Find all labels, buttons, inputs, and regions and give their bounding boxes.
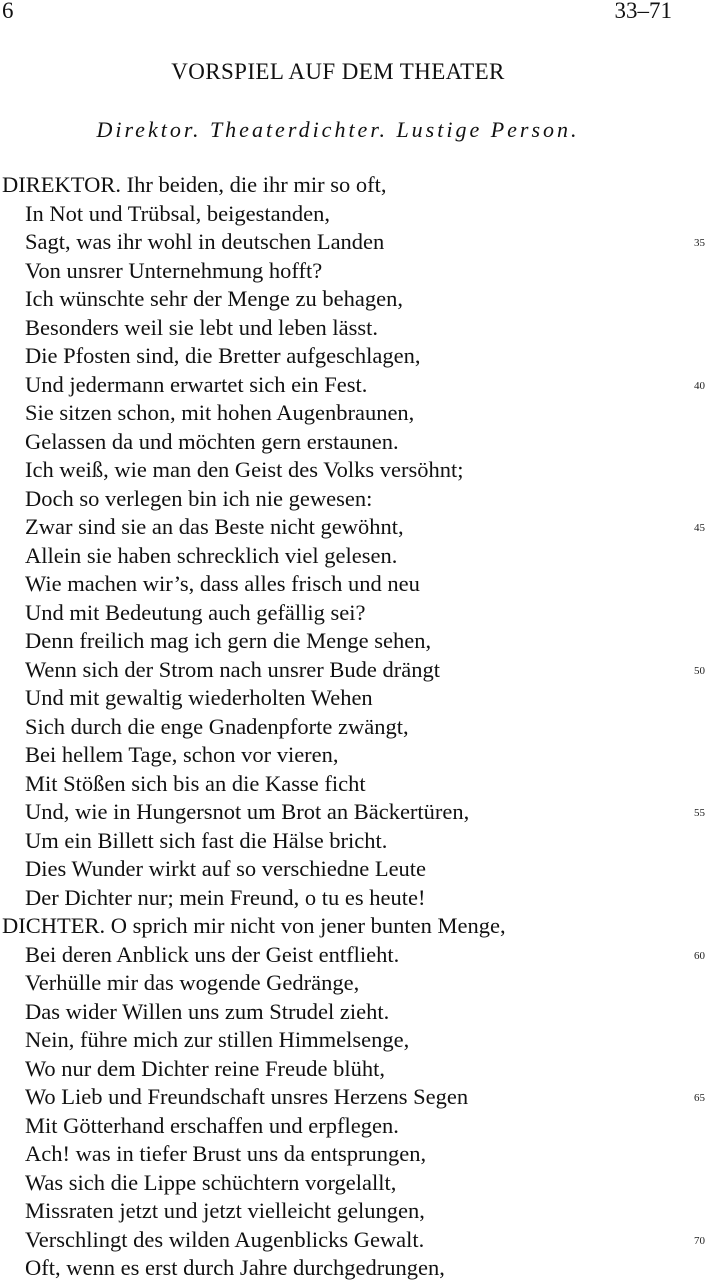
line-range: 33–71 [614,0,672,23]
line-number: 55 [694,807,705,819]
verse-text: DIREKTOR. Ihr beiden, die ihr mir so oft, [2,172,387,197]
verse-text: Bei hellem Tage, schon vor vieren, [25,742,339,767]
verse-line [0,1140,705,1169]
line-number: 70 [694,1234,705,1247]
verse-line [0,1055,705,1084]
verse-text: Bei deren Anblick uns der Geist entflieht. [25,941,400,967]
verse-text: Verhülle mir das wogende Gedränge, [25,970,360,995]
verse-text: Und mit gewaltig wiederholten Wehen [25,685,373,710]
verse-line [0,1026,705,1055]
verse-text: Ich weiß, wie man den Geist des Volks versöhnt; [25,457,464,482]
verse-line [0,399,705,428]
verse-line [0,884,705,913]
verse-line [0,171,705,200]
verse-line [0,228,705,257]
line-number: 50 [694,664,705,677]
verse-line [0,1169,705,1198]
verse-line [0,428,705,457]
verse-line [0,513,705,542]
verse-line [0,969,705,998]
verse-line [0,314,705,343]
verse-text: Wo nur dem Dichter reine Freude blüht, [25,1055,385,1081]
verse-line [0,855,705,884]
verse-text: Missraten jetzt und jetzt vielleicht gelungen, [25,1198,425,1223]
verse-text: Mit Götterhand erschaffen und erpflegen. [25,1112,399,1138]
scene-title: VORSPIEL AUF DEM THEATER [171,59,505,84]
verse-line [0,684,705,713]
verse-line [0,941,705,970]
verse-text: Sie sitzen schon, mit hohen Augenbraunen, [25,400,415,425]
verse-text: Nein, führe mich zur stillen Himmelsenge, [25,1027,410,1052]
verse-text: Von unsrer Unternehmung hofft? [25,257,323,283]
verse-text: Zwar sind sie an das Beste nicht gewöhnt, [25,514,404,539]
line-number: 65 [694,1092,705,1104]
verse-line [0,599,705,628]
verse-line [0,1226,705,1255]
verse-text: Ich wünschte sehr der Menge zu behagen, [25,286,403,311]
verse-text: Allein sie haben schrecklich viel gelesen. [25,542,398,568]
verse-text: Und, wie in Hungersnot um Brot an Bäckertüren, [25,799,470,824]
verse-text: Oft, wenn es erst durch Jahre durchgedrungen, [25,1255,445,1280]
verse-line [0,342,705,371]
verse-line [0,827,705,856]
line-number: 35 [694,237,705,249]
line-number: 60 [694,949,705,962]
verse-block [0,171,705,1283]
verse-line [0,257,705,286]
verse-line [0,912,705,941]
verse-line [0,570,705,599]
verse-text: Besonders weil sie lebt und leben lässt. [25,314,379,340]
verse-text: Dies Wunder wirkt auf so verschiedne Leute [25,856,427,881]
verse-text: In Not und Trübsal, beigestanden, [25,200,330,226]
verse-line [0,542,705,571]
verse-text: Wie machen wir’s, dass alles frisch und neu [25,571,420,596]
cast-list: Direktor. Theaterdichter. Lustige Person. [96,117,580,142]
verse-text: Und jedermann erwartet sich ein Fest. [25,371,368,397]
page-number: 6 [2,0,14,23]
verse-line [0,627,705,656]
verse-line [0,998,705,1027]
verse-text: Sich durch die enge Gnadenpforte zwängt, [25,713,409,739]
verse-text: Verschlingt des wilden Augenblicks Gewalt. [25,1226,425,1252]
verse-line [0,485,705,514]
verse-line [0,456,705,485]
verse-text: Ach! was in tiefer Brust uns da entsprungen, [25,1141,427,1166]
verse-text: Doch so verlegen bin ich nie gewesen: [25,485,373,511]
verse-line [0,713,705,742]
verse-line [0,1197,705,1226]
verse-text: Das wider Willen uns zum Strudel zieht. [25,998,390,1024]
verse-text: Mit Stößen sich bis an die Kasse ficht [25,770,366,796]
verse-text: DICHTER. O sprich mir nicht von jener bunten Menge, [2,913,506,938]
verse-text: Sagt, was ihr wohl in deutschen Landen [25,229,385,254]
verse-text: Der Dichter nur; mein Freund, o tu es heute! [25,884,426,910]
verse-line [0,200,705,229]
verse-line [0,798,705,827]
verse-line [0,285,705,314]
verse-text: Um ein Billett sich fast die Hälse bricht. [25,827,388,853]
verse-line [0,1112,705,1141]
verse-text: Und mit Bedeutung auch gefällig sei? [25,599,366,625]
verse-line [0,741,705,770]
verse-line [0,1254,705,1283]
verse-line [0,371,705,400]
line-number: 40 [694,379,705,392]
verse-text: Wo Lieb und Freundschaft unsres Herzens Segen [25,1084,469,1109]
verse-line [0,656,705,685]
verse-line [0,1083,705,1112]
verse-line [0,770,705,799]
verse-text: Denn freilich mag ich gern die Menge sehen, [25,628,432,653]
verse-text: Wenn sich der Strom nach unsrer Bude drängt [25,656,440,682]
verse-text: Was sich die Lippe schüchtern vorgelallt, [25,1169,397,1195]
verse-text: Die Pfosten sind, die Bretter aufgeschlagen, [25,343,421,368]
line-number: 45 [694,522,705,534]
verse-text: Gelassen da und möchten gern erstaunen. [25,428,399,454]
